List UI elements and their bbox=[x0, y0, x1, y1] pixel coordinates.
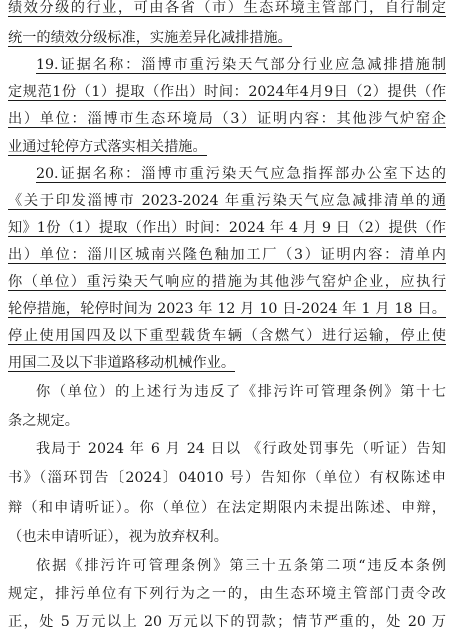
line-text: 书》（淄环罚告〔2024〕04010 号）告知你（单位）有权陈述申 bbox=[8, 470, 446, 486]
line-text: 你（单位）重污染天气响应的措施为其他涉气窑炉企业，应执行 bbox=[8, 274, 446, 290]
line-text: 绩效分级的行业，可由各省（市）生态环境主管部门，自行制定 bbox=[8, 0, 446, 16]
line-text: 你（单位）的上述行为违反了《排污许可管理条例》第十七 bbox=[36, 384, 446, 400]
text-line bbox=[8, 606, 446, 638]
line-text: 统一的绩效分级标准，实施差异化减排措施。 bbox=[8, 30, 292, 46]
line-text: 规定，排污单位有下列行为之一的，由生态环境主管部门责令改 bbox=[8, 586, 446, 602]
line-text: 用国二及以下非道路移动机械作业。 bbox=[8, 355, 236, 371]
text-line bbox=[36, 376, 446, 408]
line-text: 我局于 2024 年 6 月 24 日以 《行政处罚事先（听证）告知 bbox=[36, 441, 446, 457]
text-line bbox=[8, 462, 446, 494]
text-line bbox=[8, 347, 446, 379]
line-text: 20.证据名称：淄博市重污染天气应急指挥部办公室下达的 bbox=[36, 166, 446, 182]
line-text: 轮停措施，轮停时间为 2023 年 12 月 10 日-2024 年 1 月 18 日。 bbox=[8, 301, 446, 317]
line-text: 业通过轮停方式落实相关措施。 bbox=[8, 139, 207, 155]
line-text: 条之规定。 bbox=[8, 413, 79, 429]
text-line bbox=[8, 521, 446, 553]
line-text: 出）单位：淄川区城南兴隆色釉加工厂（3）证明内容：清单内 bbox=[8, 247, 446, 263]
text-line bbox=[8, 492, 446, 524]
line-text: 知》1份（1）提取（作出）时间：2024 年 4 月 9 日（2）提供（作 bbox=[8, 220, 446, 236]
line-text: 19.证据名称：淄博市重污染天气部分行业应急减排措施制 bbox=[36, 57, 446, 73]
line-text: 出）单位：淄博市生态环境局（3）证明内容：其他涉气炉窑企 bbox=[8, 111, 446, 127]
line-text: 定规范1份（1）提取（作出）时间：2024年4月9日（2）提供（作 bbox=[8, 84, 446, 100]
line-text: 《关于印发淄博市 2023-2024 年重污染天气应急减排清单的通 bbox=[8, 193, 446, 209]
line-text: 正，处 5 万元以上 20 万元以下的罚款；情节严重的，处 20 万 bbox=[8, 614, 446, 630]
text-line bbox=[36, 433, 446, 465]
text-line bbox=[8, 0, 446, 24]
line-text: 依据《排污许可管理条例》第三十五条第二项“违反本条例 bbox=[36, 558, 446, 574]
line-text: 辩（和申请听证）。你（单位）在法定期限内未提出陈述、申辩， bbox=[8, 500, 446, 516]
line-text: 停止使用国四及以下重型载货车辆（含燃气）进行运输，停止使 bbox=[8, 328, 446, 344]
line-text: （也未申请听证），视为放弃权利。 bbox=[8, 529, 228, 545]
